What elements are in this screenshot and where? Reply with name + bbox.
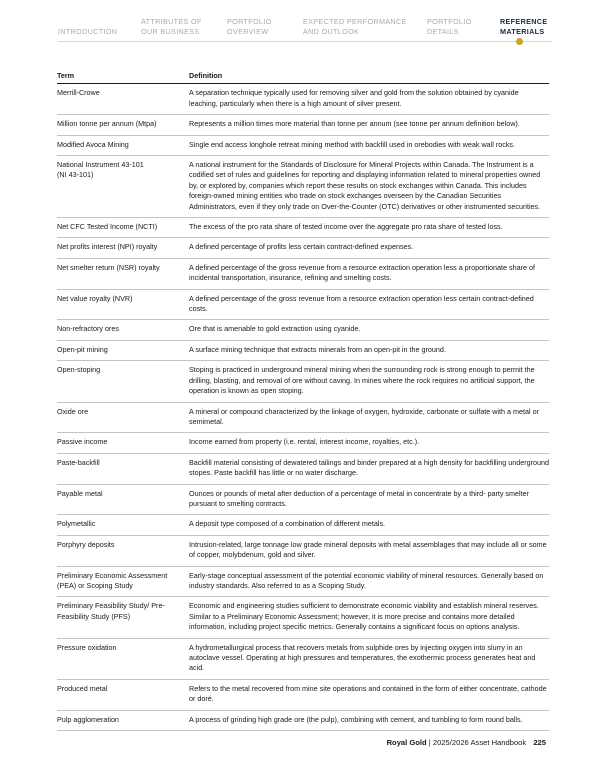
term-cell: Net smelter return (NSR) royalty: [57, 262, 160, 272]
term-cell: Passive income: [57, 437, 108, 447]
table-row: [57, 84, 549, 115]
definition-cell: Intrusion-related, large tonnage low grade mineral deposits with metal assemblages that may include all or some of copper, molybdenum, gold and silver.: [189, 539, 547, 560]
definition-cell: Early-stage conceptual assessment of the potential economic viability of mineral resources. Generally based on industry standards. Also referred to as a Scoping Study.: [189, 570, 544, 590]
nav-item-introduction[interactable]: INTRODUCTION: [58, 26, 118, 36]
nav-item-portfolio-details[interactable]: PORTFOLIO DETAILS: [427, 17, 472, 36]
table-row: [57, 597, 549, 638]
definition-cell: A defined percentage of profits less certain contract-defined expenses.: [189, 242, 414, 252]
definition-cell: A defined percentage of the gross revenue from a resource extraction operation less certain contract-defined costs.: [189, 293, 534, 314]
table-row: [57, 218, 549, 238]
nav-item-expected-performance[interactable]: EXPECTED PERFORMANCE AND OUTLOOK: [303, 17, 407, 36]
term-cell: Oxide ore: [57, 406, 89, 416]
table-row: [57, 536, 549, 567]
term-cell: Pulp agglomeration: [57, 714, 119, 724]
table-row: [57, 711, 549, 731]
table-row: [57, 639, 549, 680]
nav-item-portfolio-overview[interactable]: PORTFOLIO OVERVIEW: [227, 17, 272, 36]
table-body: [57, 84, 549, 731]
table-row: [57, 515, 549, 535]
glossary-table: [57, 71, 549, 731]
definition-cell: Refers to the metal recovered from mine site operations and contained in the form of either concentrate, cathode or doré.: [189, 683, 547, 704]
table-row: [57, 156, 549, 218]
term-cell: Open-pit mining: [57, 344, 108, 354]
table-row: [57, 433, 549, 453]
definition-cell: Stoping is practiced in underground mineral mining when the surrounding rock is strong enough to permit the drilling, blasting, and removal of ore without caving. In mines where the rock requires no artificial support, the operation is known as open stoping.: [189, 365, 535, 396]
table-header: [57, 71, 549, 83]
nav-item-attributes-of-our-business[interactable]: ATTRIBUTES OF OUR BUSINESS: [141, 17, 202, 36]
table-row: [57, 485, 549, 516]
active-section-indicator: [516, 38, 523, 45]
table-row: [57, 341, 549, 361]
table-row: [57, 361, 549, 402]
table-row: [57, 403, 549, 434]
term-cell: Merrill-Crowe: [57, 88, 100, 98]
table-row: [57, 115, 549, 135]
page-number: 225: [533, 738, 546, 747]
page-footer: [387, 738, 546, 747]
term-cell: Payable metal: [57, 488, 103, 498]
table-row: [57, 567, 549, 598]
term-cell: National Instrument 43-101 (NI 43-101): [57, 160, 144, 180]
definition-cell: Ounces or pounds of metal after deduction of a percentage of metal in concentrate by a third- party smelter pursuant to smelting contracts.: [189, 488, 529, 508]
table-row: [57, 680, 549, 711]
definition-cell: A separation technique typically used for removing silver and gold from the solution obtained by cyanide leaching, particularly when there is a high amount of silver present.: [189, 88, 519, 108]
term-column-header: Term: [57, 71, 75, 80]
table-row: [57, 454, 549, 485]
nav-divider: [58, 41, 552, 42]
nav-item-reference-materials[interactable]: REFERENCE MATERIALS: [500, 17, 548, 36]
definition-cell: A mineral or compound characterized by the linkage of oxygen, hydroxide, carbonate or sulfate with a metal or semimetal.: [189, 406, 539, 426]
definition-cell: Backfill material consisting of dewatered tailings and binder prepared at a high density for backfilling underground stopes. Paste backfill has little or no water discharge.: [189, 457, 549, 478]
table-row: [57, 290, 549, 321]
term-cell: Open-stoping: [57, 365, 101, 375]
definition-cell: Economic and engineering studies sufficient to demonstrate economic viability and establish mineral reserves. Similar to a Preliminary Economic Assessment; however, it is more precise and contains more detailed information, including project specific metrics. Generally contains a significant focus on options analysis.: [189, 601, 539, 632]
term-cell: Pressure oxidation: [57, 642, 117, 652]
definition-cell: A hydrometallurgical process that recovers metals from sulphide ores by injecting oxygen into slurry in an autoclave vessel. Operating at high pressures and temperatures, the exothermic process generates heat and acid.: [189, 642, 536, 673]
term-cell: Preliminary Feasibility Study/ Pre- Feasibility Study (PFS): [57, 601, 165, 621]
term-cell: Net profits interest (NPI) royalty: [57, 242, 158, 252]
definition-cell: A national instrument for the Standards of Disclosure for Mineral Projects within Canada. The Instrument is a codified set of rules and guidelines for reporting and displaying information related to mineral properties owned by, or explored by, companies which report these results on stock exchanges within Canada. This includes foreign-owned mining entities who trade on stock exchanges overseen by the Canadian Securities Administrators, even if they only trade on Over-the-Counter (OTC) derivatives or other instrumented securities.: [189, 160, 541, 211]
term-cell: Net CFC Tested Income (NCTI): [57, 222, 158, 232]
definition-cell: Income earned from property (i.e. rental, interest income, royalties, etc.).: [189, 437, 420, 447]
term-cell: Polymetallic: [57, 519, 96, 529]
definition-cell: Single end access longhole retreat mining method with backfill used in orebodies with weak wall rocks.: [189, 139, 516, 149]
definition-cell: A deposit type composed of a combination of different metals.: [189, 519, 386, 529]
term-cell: Paste-backfill: [57, 457, 100, 467]
table-row: [57, 259, 549, 290]
term-cell: Modified Avoca Mining: [57, 139, 129, 149]
footer-document-title: | 2025/2026 Asset Handbook: [428, 738, 527, 747]
definition-column-header: Definition: [189, 71, 223, 80]
footer-brand: Royal Gold: [386, 738, 427, 747]
term-cell: Non-refractory ores: [57, 324, 119, 334]
definition-cell: A process of grinding high grade ore (the pulp), combining with cement, and tumbling to form round balls.: [189, 714, 523, 724]
term-cell: Preliminary Economic Assessment (PEA) or Scoping Study: [57, 570, 168, 590]
term-cell: Net value royalty (NVR): [57, 293, 133, 303]
table-row: [57, 238, 549, 258]
term-cell: Million tonne per annum (Mtpa): [57, 119, 157, 129]
table-row: [57, 136, 549, 156]
definition-cell: A surface mining technique that extracts minerals from an open-pit in the ground.: [189, 344, 446, 354]
term-cell: Porphyry deposits: [57, 539, 115, 549]
term-cell: Produced metal: [57, 683, 108, 693]
definition-cell: The excess of the pro rata share of tested income over the aggregate pro rata share of tested loss.: [189, 222, 503, 232]
table-row: [57, 320, 549, 340]
definition-cell: A defined percentage of the gross revenue from a resource extraction operation less a proportionate share of incidental transportation, insurance, refining and smelting costs.: [189, 262, 536, 283]
definition-cell: Represents a million times more material than tonne per annum (see tonne per annum definition below).: [189, 119, 520, 129]
definition-cell: Ore that is amenable to gold extraction using cyanide.: [189, 324, 361, 334]
